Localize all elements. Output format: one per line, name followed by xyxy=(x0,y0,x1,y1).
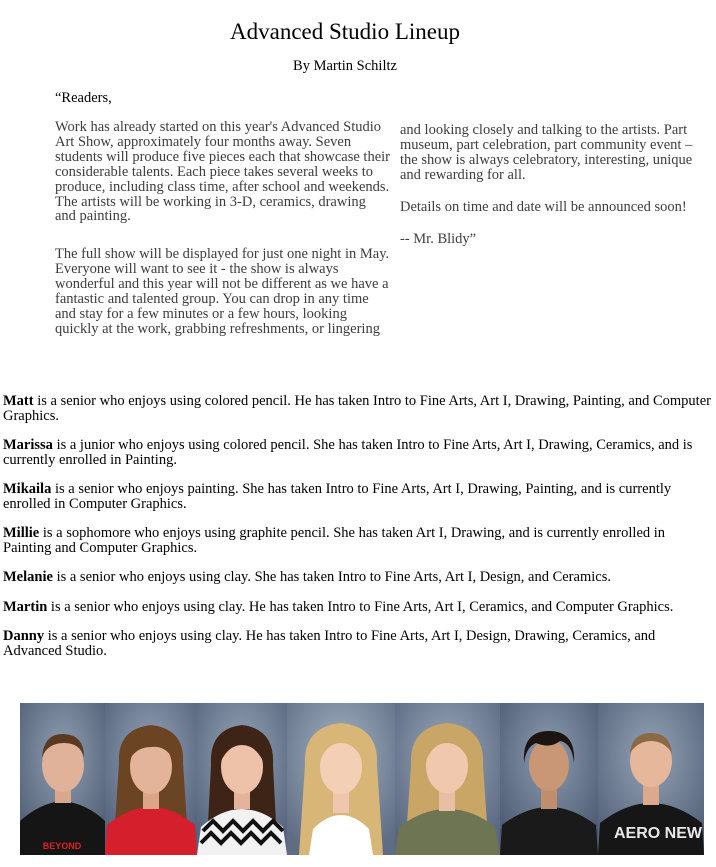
letter-paragraph: Details on time and date will be announced soon! xyxy=(400,198,687,215)
student-name: Mikaila xyxy=(3,481,52,498)
student-portrait xyxy=(395,703,500,855)
student-portrait xyxy=(598,703,704,855)
letter-paragraph: The full show will be displayed for just one night in May. Everyone will want to see it - the show is always wonderful and this year will not be different as we have a fantastic and talented group. You can drop in any time and stay for a few minutes or a few hours, looking quickly at the work, grabbing refreshments, or lingering xyxy=(55,246,390,337)
student-photo-strip xyxy=(20,703,704,855)
student-bio xyxy=(3,629,716,659)
student-bio xyxy=(3,394,716,424)
student-bio-text: is a senior who enjoys using clay. She has taken Intro to Fine Arts, Art I, Design, and Ceramics. xyxy=(52,569,611,586)
student-bio-text: is a sophomore who enjoys using graphite pencil. She has taken Art I, Drawing, and is currently enrolled in Painting and Computer Graphics. xyxy=(3,525,666,557)
student-bio xyxy=(3,438,716,468)
letter-signature: -- Mr. Blidy” xyxy=(400,230,477,247)
student-name: Millie xyxy=(3,525,40,542)
shirt-text: AERO NEW xyxy=(614,825,702,842)
student-name: Matt xyxy=(3,393,34,409)
student-bio xyxy=(3,600,716,615)
student-portrait xyxy=(105,703,197,855)
student-portrait xyxy=(500,703,598,855)
letter-paragraph: and looking closely and talking to the artists. Part museum, part celebration, part community event – the show is always celebratory, interesting, unique and rewarding for all. xyxy=(400,122,693,183)
student-bio-text: is a senior who enjoys using colored pencil. He has taken Intro to Fine Arts, Art I, Drawing, Painting, and Computer Graphics. xyxy=(3,393,711,424)
letter-column-left xyxy=(55,120,390,337)
student-portrait xyxy=(20,703,105,855)
article-title: Advanced Studio Lineup xyxy=(230,19,460,44)
student-name: Melanie xyxy=(3,569,53,586)
student-bio xyxy=(3,570,716,585)
letter-paragraph: Work has already started on this year's Advanced Studio Art Show, approximately four months away. Seven students will produce five pieces each that showcase their considerable talents. Each piece takes several weeks to produce, including class time, after school and weekends. The artists will be working in 3-D, ceramics, drawing and painting. xyxy=(55,119,390,225)
student-name: Marissa xyxy=(3,437,53,454)
student-name: Martin xyxy=(3,598,48,615)
letter-greeting: “Readers, xyxy=(55,90,112,106)
student-bio-text: is a senior who enjoys using clay. He has taken Intro to Fine Arts, Art I, Ceramics, and Computer Graphics. xyxy=(47,598,674,615)
student-name: Danny xyxy=(3,627,45,644)
student-bio xyxy=(3,482,716,512)
student-bios xyxy=(3,394,716,673)
article-byline: By Martin Schiltz xyxy=(293,58,397,74)
student-bio xyxy=(3,526,716,556)
student-bio-text: is a senior who enjoys using clay. He has taken Intro to Fine Arts, Art I, Design, Drawing, Ceramics, and Advanced Studio. xyxy=(3,627,656,659)
student-portrait xyxy=(197,703,287,855)
letter-column-right xyxy=(400,123,710,246)
student-bio-text: is a junior who enjoys using colored pencil. She has taken Intro to Fine Arts, Art I, Drawing, Ceramics, and is currently enrolled in Painting. xyxy=(3,437,693,468)
student-portrait xyxy=(287,703,395,855)
shirt-text: BEYOND xyxy=(42,841,82,851)
student-bio-text: is a senior who enjoys painting. She has taken Intro to Fine Arts, Art I, Drawing, Painting, and is currently enrolled in Computer Graphics. xyxy=(3,481,672,512)
